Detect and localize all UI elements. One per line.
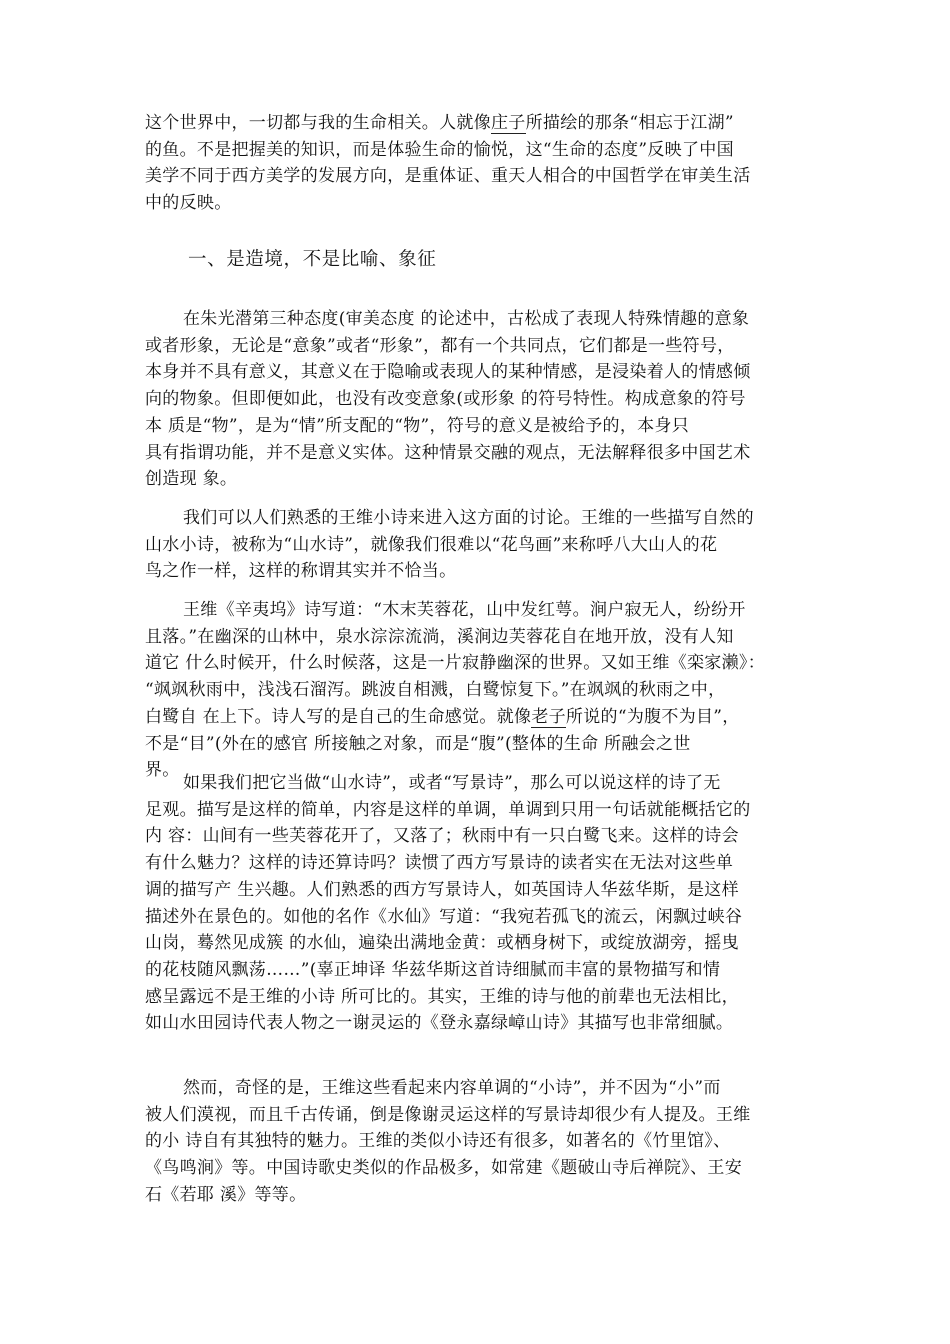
paragraph-xinyi-wu bbox=[145, 597, 810, 784]
text-line: 石《若耶 溪》等等。 bbox=[145, 1184, 307, 1205]
text-line: 山岗，蓦然见成簇 的水仙，遍染出满地金黄：或栖身树下，或绽放湖旁，摇曳 bbox=[145, 933, 739, 954]
text-line: 的鱼。不是把握美的知识，而是体验生命的愉悦，这“生命的态度”反映了中国 bbox=[145, 139, 734, 160]
text-line: 美学不同于西方美学的发展方向，是重体证、重天人相合的中国哲学在审美生活 bbox=[145, 166, 751, 187]
text-line: 内 容：山间有一些芙蓉花开了，又落了；秋雨中有一只白鹭飞来。这样的诗会 bbox=[145, 826, 739, 847]
text-line: 的小 诗自有其独特的魅力。王维的类似小诗还有很多，如著名的《竹里馆》、 bbox=[145, 1131, 731, 1152]
paragraph-zhu-guangqian bbox=[145, 306, 810, 493]
text-line: 在朱光潜第三种态度(审美态度 的论述中，古松成了表现人特殊情趣的意象 bbox=[183, 309, 750, 329]
text-line: 道它 什么时候开，什么时候落，这是一片寂静幽深的世界。又如王维《栾家濑》： bbox=[145, 653, 766, 674]
text-line: 的花枝随风飘荡……”(辜正坤译 华兹华斯这首诗细腻而丰富的景物描写和情 bbox=[145, 959, 721, 980]
text-line: 我们可以人们熟悉的王维小诗来进入这方面的讨论。王维的一些描写自然的 bbox=[183, 508, 754, 528]
text-line: 或者形象，无论是“意象”或者“形象”，都有一个共同点，它们都是一些符号， bbox=[145, 335, 735, 356]
text-line: 感呈露远不是王维的小诗 所可比的。其实，王维的诗与他的前辈也无法相比， bbox=[145, 986, 739, 1007]
paragraph-intro bbox=[145, 110, 810, 217]
text-line: 有什么魅力？这样的诗还算诗吗？读惯了西方写景诗的读者实在无法对这些单 bbox=[145, 853, 734, 874]
underlined-term-zhuangzi: 庄子 bbox=[491, 113, 526, 133]
text-line: 足观。描写是这样的简单，内容是这样的单调，单调到只用一句话就能概括它的 bbox=[145, 799, 751, 820]
text-line: 如果我们把它当做“山水诗”，或者“写景诗”，那么可以说这样的诗了无 bbox=[183, 773, 721, 793]
text-segment: 这个世界中，一切都与我的生命相关。人就像 bbox=[145, 113, 491, 133]
paragraph-landscape-poetry bbox=[145, 770, 810, 1037]
text-line: 具有指谓功能，并不是意义实体。这种情景交融的观点，无法解释很多中国艺术 bbox=[145, 442, 751, 463]
text-line: 被人们漠视，而且千古传诵，倒是像谢灵运这样的写景诗却很少有人提及。王维 bbox=[145, 1104, 751, 1125]
text-line: 如山水田园诗代表人物之一谢灵运的《登永嘉绿嶂山诗》其描写也非常细腻。 bbox=[145, 1013, 734, 1034]
text-line: 《鸟鸣涧》等。中国诗歌史类似的作品极多，如常建《题破山寺后禅院》、王安 bbox=[145, 1158, 742, 1179]
text-segment: 白鹭自 在上下。诗人写的是自己的生命感觉。就像 bbox=[145, 706, 532, 727]
text-line: 描述外在景色的。如他的名作《水仙》写道：“我宛若孤飞的流云，闲飘过峡谷 bbox=[145, 906, 743, 927]
text-line: 鸟之作一样，这样的称谓其实并不恰当。 bbox=[145, 561, 457, 582]
text-line: 创造现 象。 bbox=[145, 469, 238, 490]
text-line: 且落。”在幽深的山林中，泉水淙淙流淌，溪涧边芙蓉花自在地开放，没有人知 bbox=[145, 626, 734, 647]
paragraph-wang-wei-intro bbox=[145, 505, 810, 585]
text-line: 向的物象。但即便如此，也没有改变意象(或形象 的符号特性。构成意象的符号 bbox=[145, 389, 746, 410]
text-line: 中的反映。 bbox=[145, 193, 232, 214]
text-line: 调的描写产 生兴趣。人们熟悉的西方写景诗人，如英国诗人华兹华斯，是这样 bbox=[145, 879, 739, 900]
paragraph-short-poems bbox=[145, 1075, 810, 1209]
text-line: 不是“目”(外在的感官 所接触之对象，而是“腹”(整体的生命 所融会之世 bbox=[145, 733, 691, 754]
section-heading: 一、是造境，不是比喻、象征 bbox=[188, 249, 437, 270]
text-line: 然而，奇怪的是，王维这些看起来内容单调的“小诗”，并不因为“小”而 bbox=[183, 1078, 721, 1098]
text-line bbox=[145, 704, 810, 731]
text-segment: 所描绘的那条“相忘于江湖” bbox=[525, 113, 734, 133]
underlined-term-laozi: 老子 bbox=[531, 706, 566, 727]
text-line: 本身并不具有意义，其意义在于隐喻或表现人的某种情感，是浸染着人的情感倾 bbox=[145, 362, 751, 383]
text-line: 界。 bbox=[145, 760, 180, 781]
text-segment: 所说的“为腹不为目”， bbox=[565, 706, 740, 727]
text-line: “飒飒秋雨中，浅浅石溜泻。跳波自相溅，白鹭惊复下。”在飒飒的秋雨之中， bbox=[145, 680, 726, 701]
text-line bbox=[145, 110, 810, 137]
text-line: 山水小诗，被称为“山水诗”，就像我们很难以“花鸟画”来称呼八大山人的花 bbox=[145, 534, 718, 555]
text-line: 王维《辛夷坞》诗写道：“木末芙蓉花，山中发红萼。涧户寂无人，纷纷开 bbox=[183, 600, 746, 620]
text-line: 本 质是“物”，是为“情”所支配的“物”，符号的意义是被给予的，本身只 bbox=[145, 415, 690, 436]
